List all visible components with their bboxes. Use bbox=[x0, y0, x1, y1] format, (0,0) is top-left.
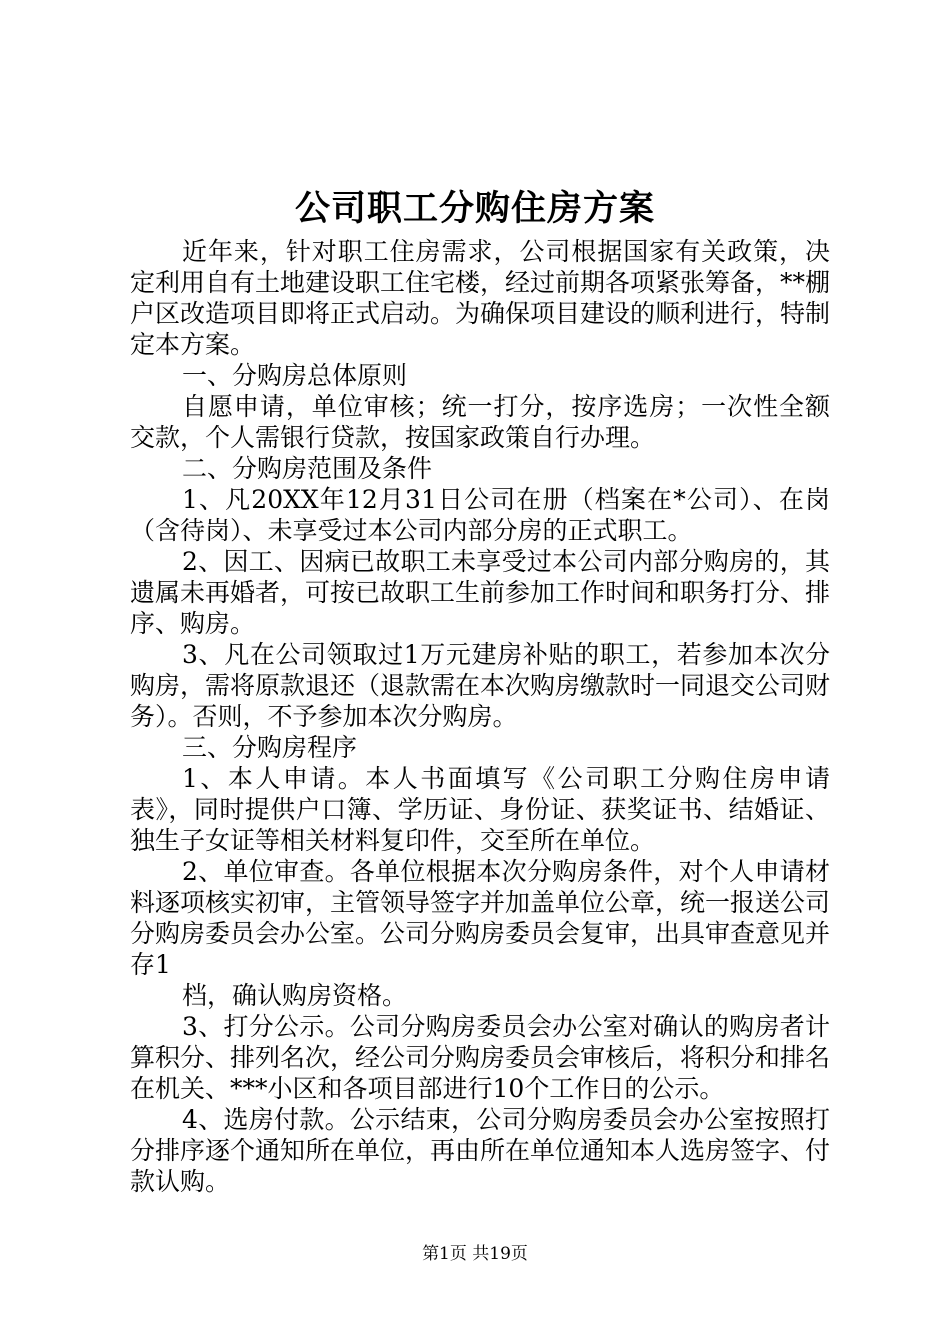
paragraph-intro: 近年来，针对职工住房需求，公司根据国家有关政策，决定利用自有土地建设职工住宅楼，经过前期各项紧张筹备，**棚户区改造项目即将正式启动。为确保项目建设的顺利进行，特制定本方案。 bbox=[130, 237, 831, 359]
heading-procedure: 三、分购房程序 bbox=[182, 733, 358, 762]
paragraph-scope-2: 2、因工、因病已故职工未享受过本公司内部分购房的，其遗属未再婚者，可按已故职工生前参加工作时间和职务打分、排序、购房。 bbox=[130, 547, 831, 638]
paragraph-principles: 自愿申请，单位审核；统一打分，按序选房；一次性全额交款，个人需银行贷款，按国家政策自行办理。 bbox=[130, 392, 830, 452]
page-footer: 第1页 共19页 bbox=[422, 1244, 528, 1264]
paragraph-procedure-1: 1、本人申请。本人书面填写《公司职工分购住房申请表》，同时提供户口簿、学历证、身份证、获奖证书、结婚证、独生子女证等相关材料复印件，交至所在单位。 bbox=[130, 764, 830, 855]
paragraph-procedure-4: 4、选房付款。公示结束，公司分购房委员会办公室按照打分排序逐个通知所在单位，再由所在单位通知本人选房签字、付款认购。 bbox=[130, 1105, 831, 1196]
heading-scope: 二、分购房范围及条件 bbox=[182, 454, 433, 483]
document-title: 公司职工分购住房方案 bbox=[294, 188, 655, 229]
paragraph-procedure-2: 2、单位审查。各单位根据本次分购房条件，对个人申请材料逐项核实初审，主管领导签字并加盖单位公章，统一报送公司分购房委员会办公室。公司分购房委员会复审，出具审查意见并存1 bbox=[130, 857, 831, 979]
paragraph-scope-3: 3、凡在公司领取过1万元建房补贴的职工，若参加本次分购房，需将原款退还（退款需在本次购房缴款时一同退交公司财务）。否则，不予参加本次分购房。 bbox=[130, 640, 831, 731]
heading-principles: 一、分购房总体原则 bbox=[182, 361, 408, 390]
document-body bbox=[130, 236, 830, 1197]
paragraph-procedure-3: 3、打分公示。公司分购房委员会办公室对确认的购房者计算积分、排列名次，经公司分购房委员会审核后，将积分和排名在机关、***小区和各项目部进行10个工作日的公示。 bbox=[130, 1012, 831, 1103]
paragraph-procedure-2-cont: 档，确认购房资格。 bbox=[182, 981, 408, 1010]
paragraph-scope-1: 1、凡20XX年12月31日公司在册（档案在*公司）、在岗（含待岗）、未享受过本公司内部分房的正式职工。 bbox=[130, 485, 830, 545]
